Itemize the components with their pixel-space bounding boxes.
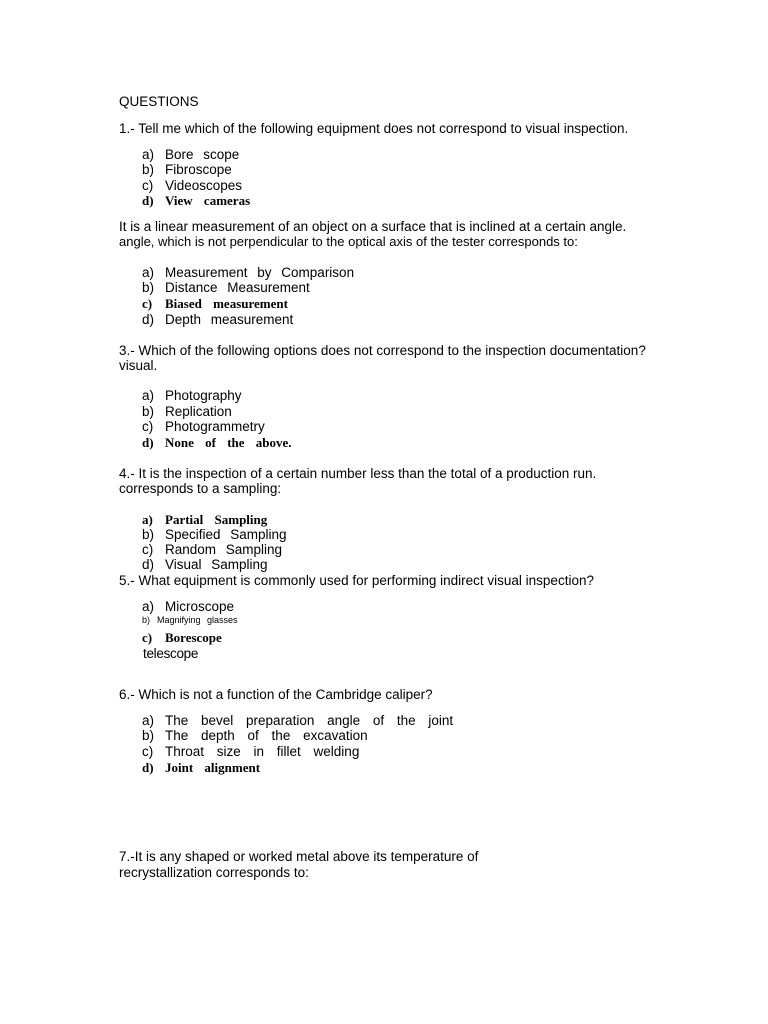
q3-option-d-answer	[142, 435, 292, 451]
question-4-line-2: corresponds to a sampling:	[119, 481, 282, 496]
q2-option-b	[142, 280, 310, 296]
q4-option-a-answer	[142, 512, 267, 528]
option-text: Photogrammetry	[165, 419, 265, 434]
option-label: a)	[142, 512, 153, 527]
option-text: The bevel preparation angle of the joint	[165, 713, 454, 728]
question-2-line-2: angle, which is not perpendicular to the optical axis of the tester corresponds to:	[119, 234, 578, 249]
option-text: Measurement by Comparison	[165, 265, 355, 280]
option-text: Bore scope	[165, 147, 240, 162]
q5-option-b	[142, 615, 238, 625]
q4-option-d	[142, 557, 268, 573]
q6-option-c	[142, 744, 359, 760]
q2-option-a	[142, 265, 354, 281]
q2-option-d	[142, 312, 293, 328]
question-4-line-1: 4.- It is the inspection of a certain number less than the total of a production run.	[119, 466, 597, 481]
option-label: b)	[142, 527, 155, 542]
q6-option-d-answer	[142, 760, 260, 776]
option-label: b)	[142, 162, 155, 177]
option-label: b)	[142, 615, 151, 625]
option-label: d)	[142, 193, 154, 208]
q5-option-a	[142, 599, 234, 615]
question-2-line-1: It is a linear measurement of an object on a surface that is inclined at a certain angle.	[119, 219, 627, 234]
option-label: c)	[142, 630, 153, 645]
option-text: View cameras	[165, 193, 251, 208]
option-label: a)	[142, 147, 155, 162]
option-label: a)	[142, 713, 155, 728]
question-3-line-1: 3.- Which of the following options does not correspond to the inspection documentation?	[119, 343, 646, 358]
option-label: d)	[142, 760, 154, 775]
option-label: d)	[142, 557, 155, 572]
question-7-line-1: 7.-It is any shaped or worked metal above its temperature of	[119, 849, 479, 864]
question-7-line-2: recrystallization corresponds to:	[119, 865, 309, 880]
question-3-line-2: visual.	[119, 358, 158, 373]
option-label: a)	[142, 265, 155, 280]
option-label: c)	[142, 744, 154, 759]
option-text: Specified Sampling	[165, 527, 287, 542]
option-text: Partial Sampling	[165, 512, 268, 527]
option-text: Photography	[165, 388, 242, 403]
option-text: Joint alignment	[165, 760, 261, 775]
option-text: The depth of the excavation	[165, 728, 368, 743]
q4-option-b	[142, 527, 287, 543]
option-text: Microscope	[165, 599, 235, 614]
option-label: a)	[142, 388, 155, 403]
page-heading: QUESTIONS	[119, 94, 199, 109]
option-label: c)	[142, 542, 154, 557]
q3-option-a	[142, 388, 242, 404]
option-text: Borescope	[165, 630, 222, 645]
option-text: Distance Measurement	[165, 280, 310, 295]
option-label: b)	[142, 404, 155, 419]
option-text: Fibroscope	[165, 162, 232, 177]
option-text: Random Sampling	[165, 542, 283, 557]
q1-option-b	[142, 162, 232, 178]
option-text: Magnifying glasses	[157, 615, 238, 625]
option-label: d)	[142, 435, 154, 450]
q5-extra-option: telescope	[143, 646, 199, 661]
question-1-text: 1.- Tell me which of the following equipment does not correspond to visual inspection.	[119, 121, 629, 136]
q2-option-c-answer	[142, 296, 288, 312]
q4-option-c	[142, 542, 282, 558]
question-5-text: 5.- What equipment is commonly used for performing indirect visual inspection?	[119, 573, 594, 588]
option-text: None of the above.	[165, 435, 292, 450]
option-label: d)	[142, 312, 155, 327]
q1-option-a	[142, 147, 239, 163]
q1-option-c	[142, 178, 242, 194]
option-label: b)	[142, 280, 155, 295]
q1-option-d-answer	[142, 193, 250, 209]
q6-option-b	[142, 728, 368, 744]
q3-option-c	[142, 419, 265, 435]
option-text: Visual Sampling	[165, 557, 268, 572]
option-label: a)	[142, 599, 155, 614]
q6-option-a	[142, 713, 453, 729]
option-text: Replication	[165, 404, 232, 419]
option-label: c)	[142, 296, 153, 311]
option-label: b)	[142, 728, 155, 743]
question-6-text: 6.- Which is not a function of the Cambridge caliper?	[119, 687, 433, 702]
q5-option-c-answer	[142, 630, 222, 646]
option-text: Depth measurement	[165, 312, 294, 327]
option-text: Videoscopes	[165, 178, 243, 193]
option-label: c)	[142, 178, 154, 193]
option-label: c)	[142, 419, 154, 434]
q3-option-b	[142, 404, 232, 420]
option-text: Biased measurement	[165, 296, 288, 311]
option-text: Throat size in fillet welding	[165, 744, 360, 759]
